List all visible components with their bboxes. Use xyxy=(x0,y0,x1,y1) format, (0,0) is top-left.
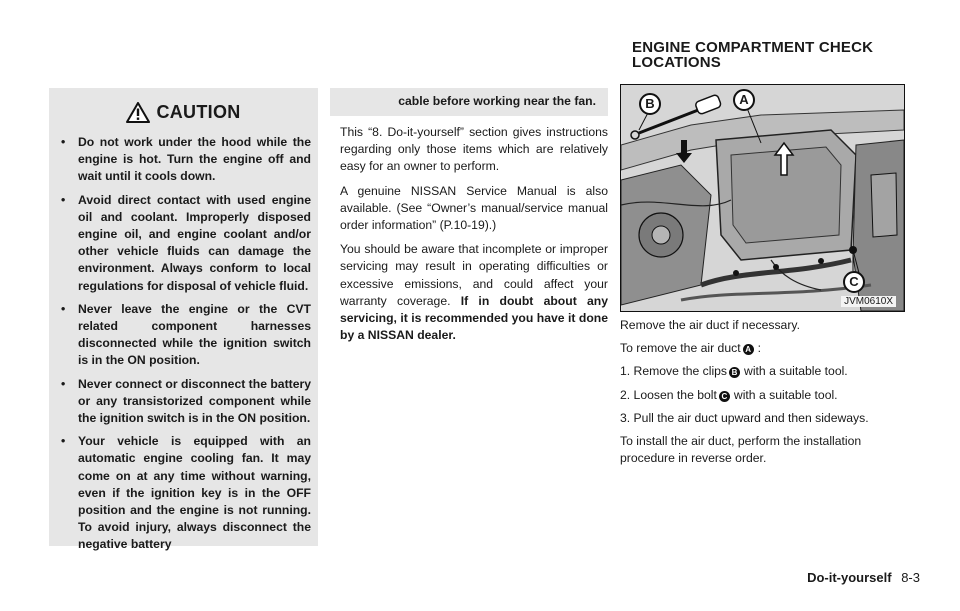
instruction-step: 2. Loosen the bolt C with a suitable tool. xyxy=(620,387,838,402)
instruction-line: Remove the air duct if necessary. xyxy=(620,318,800,332)
caution-list xyxy=(61,134,311,560)
caution-item: • Your vehicle is equipped with an automatic engine cooling fan. It may come on at any time without warning, even if the ignition key is in the OFF position and the engine is not running. To avoid injury, always disconnect the negative battery xyxy=(61,434,311,552)
engine-compartment-figure xyxy=(620,84,905,312)
figure-code: JVM0610X xyxy=(841,296,896,307)
caution-continuation-text: cable before working near the fan. xyxy=(398,94,596,108)
caution-header xyxy=(49,98,318,126)
callout-b-icon: B xyxy=(639,93,661,115)
callout-b-marker-icon: B xyxy=(729,367,740,378)
caution-item: • Never leave the engine or the CVT related component harnesses disconnected while the ignition switch is in the ON position. xyxy=(61,301,311,368)
warranty-paragraph: You should be aware that incomplete or improper servicing may result in operating difficulties or excessive emissions, and could affect your warranty coverage. If in doubt about any servicing, it is recommended you have it done by a NISSAN dealer. xyxy=(340,242,608,343)
footer-section: Do-it-yourself xyxy=(807,570,892,585)
caution-item: • Avoid direct contact with used engine oil and coolant. Improperly disposed engine oil, and engine coolant and/or other vehicle fluids can damage the environment. Always conform to local regulations for disposal of vehicle fluid. xyxy=(61,192,311,293)
page-number: 8-3 xyxy=(901,570,920,585)
callout-c-icon: C xyxy=(843,271,865,293)
caution-item: • Do not work under the hood while the engine is hot. Turn the engine off and wait until it cools down. xyxy=(61,135,311,184)
caution-item: • Never connect or disconnect the battery or any transistorized component while the ignition switch is in the ON position. xyxy=(61,376,311,426)
instruction-line: To remove the air duct A : xyxy=(620,341,761,356)
callout-a-icon: A xyxy=(733,89,755,111)
caution-box xyxy=(49,88,318,552)
instruction-step: 3. Pull the air duct upward and then sideways. xyxy=(620,410,869,425)
intro-paragraph: This “8. Do-it-yourself” section gives instructions regarding only those items which are relatively easy for an owner to perform. xyxy=(340,125,608,174)
instruction-line: To install the air duct, perform the installation procedure in reverse order. xyxy=(620,434,862,466)
warning-triangle-icon xyxy=(126,102,150,123)
air-duct-instructions xyxy=(620,317,910,473)
callout-a-marker-icon: A xyxy=(743,344,754,355)
dealer-advice: If in doubt about any servicing, it is recommended you have it done by a NISSAN dealer. xyxy=(340,293,608,343)
manual-paragraph: A genuine NISSAN Service Manual is also available. (See “Owner’s manual/service manual order information” (P.10-19).) xyxy=(340,183,608,233)
caution-continuation-box xyxy=(330,88,608,116)
intro-text xyxy=(340,124,608,351)
callout-c-marker-icon: C xyxy=(719,391,730,402)
page-footer xyxy=(807,570,920,585)
section-title: ENGINE COMPARTMENT CHECK LOCATIONS xyxy=(632,39,874,71)
instruction-step: 1. Remove the clips B with a suitable tool. xyxy=(620,364,848,379)
caution-title: CAUTION xyxy=(156,101,241,122)
